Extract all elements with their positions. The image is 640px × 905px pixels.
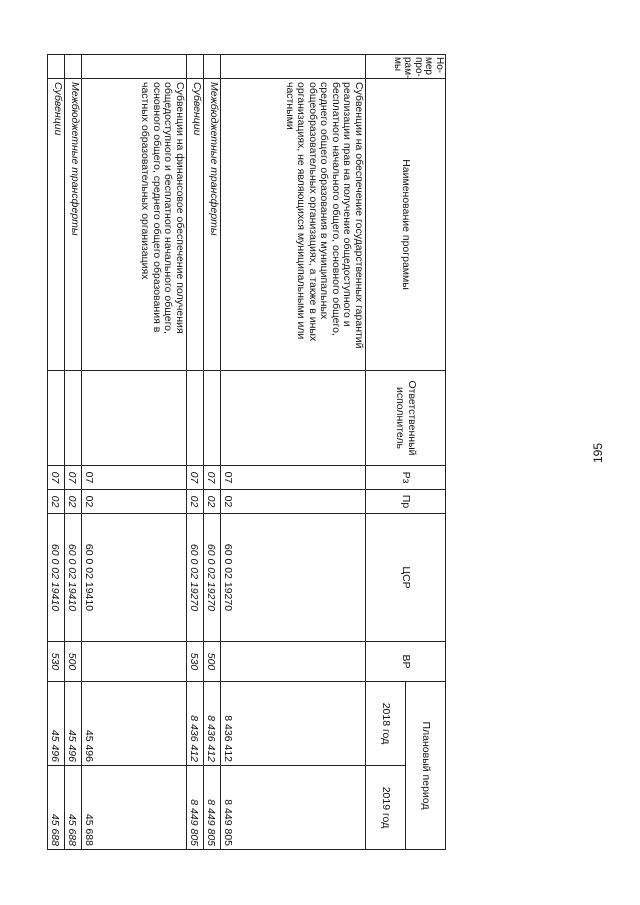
header-row-1 — [406, 55, 446, 850]
cell-rz: 07 — [187, 466, 204, 490]
table-row — [82, 55, 187, 850]
table-row — [65, 55, 82, 850]
header-pr: Пр — [366, 490, 446, 514]
table-row — [221, 55, 366, 850]
table-row — [204, 55, 221, 850]
cell-2018: 45 496 — [82, 682, 187, 766]
cell-vr: 530 — [48, 642, 65, 682]
cell-name: Межбюджетные трансферты — [65, 79, 82, 371]
table-row — [48, 55, 65, 850]
cell-rz: 07 — [48, 466, 65, 490]
header-program-name: Наименование программы — [366, 79, 446, 371]
cell-pr: 02 — [65, 490, 82, 514]
cell-2019: 8 449 805 — [221, 766, 366, 850]
header-program-number: Но- мер про- рам- мы — [366, 55, 446, 79]
cell-2019: 45 688 — [82, 766, 187, 850]
cell-name: Субвенции — [48, 79, 65, 371]
cell-executor — [221, 371, 366, 466]
cell-pr: 02 — [82, 490, 187, 514]
cell-2018: 8 436 412 — [221, 682, 366, 766]
cell-pr: 02 — [48, 490, 65, 514]
cell-number — [187, 55, 204, 79]
cell-number — [204, 55, 221, 79]
cell-2019: 45 688 — [65, 766, 82, 850]
table-row — [187, 55, 204, 850]
cell-number — [82, 55, 187, 79]
cell-vr: 500 — [204, 642, 221, 682]
cell-2018: 8 436 412 — [187, 682, 204, 766]
cell-2019: 8 449 805 — [187, 766, 204, 850]
cell-csr: 60 0 02 19410 — [48, 514, 65, 642]
cell-2018: 45 496 — [65, 682, 82, 766]
cell-2018: 45 496 — [48, 682, 65, 766]
cell-rz: 07 — [221, 466, 366, 490]
cell-name: Субвенции на обеспечение государственных гарантий реализации прав на получение общедоступного и бесплатного начального общего, основного общего, среднего общего образования в муниципальных общеобразовательных организациях, а также в иных организациях, не являющихся муниципальными или частными — [221, 79, 366, 371]
header-rz: Рз — [366, 466, 446, 490]
budget-table — [47, 54, 446, 850]
cell-number — [65, 55, 82, 79]
cell-rz: 07 — [65, 466, 82, 490]
cell-rz: 07 — [204, 466, 221, 490]
cell-executor — [204, 371, 221, 466]
cell-number — [221, 55, 366, 79]
cell-pr: 02 — [221, 490, 366, 514]
cell-2019: 45 688 — [48, 766, 65, 850]
cell-vr: 530 — [187, 642, 204, 682]
cell-pr: 02 — [187, 490, 204, 514]
cell-rz: 07 — [82, 466, 187, 490]
page-number: 195 — [591, 442, 605, 464]
header-vr: ВР — [366, 642, 446, 682]
cell-name: Субвенции на финансовое обеспечение получения общедоступного и бесплатного начального общего, основного общего, среднего общего образования в частных образовательных организациях — [82, 79, 187, 371]
cell-executor — [187, 371, 204, 466]
cell-vr: 500 — [65, 642, 82, 682]
cell-vr — [221, 642, 366, 682]
budget-table-sheet — [49, 54, 446, 849]
cell-number — [48, 55, 65, 79]
cell-csr: 60 0 02 19270 — [187, 514, 204, 642]
cell-2018: 8 436 412 — [204, 682, 221, 766]
cell-executor — [48, 371, 65, 466]
cell-executor — [65, 371, 82, 466]
header-2019: 2019 год — [366, 766, 406, 850]
cell-vr — [82, 642, 187, 682]
cell-csr: 60 0 02 19410 — [65, 514, 82, 642]
cell-2019: 8 449 805 — [204, 766, 221, 850]
header-plan-period: Плановый период — [406, 682, 446, 850]
cell-pr: 02 — [204, 490, 221, 514]
header-2018: 2018 год — [366, 682, 406, 766]
header-executor: Ответственный исполнитель — [366, 371, 446, 466]
cell-csr: 60 0 02 19270 — [221, 514, 366, 642]
cell-executor — [82, 371, 187, 466]
cell-name: Межбюджетные трансферты — [204, 79, 221, 371]
cell-name: Субвенции — [187, 79, 204, 371]
cell-csr: 60 0 02 19270 — [204, 514, 221, 642]
header-csr: ЦСР — [366, 514, 446, 642]
cell-csr: 60 0 02 19410 — [82, 514, 187, 642]
